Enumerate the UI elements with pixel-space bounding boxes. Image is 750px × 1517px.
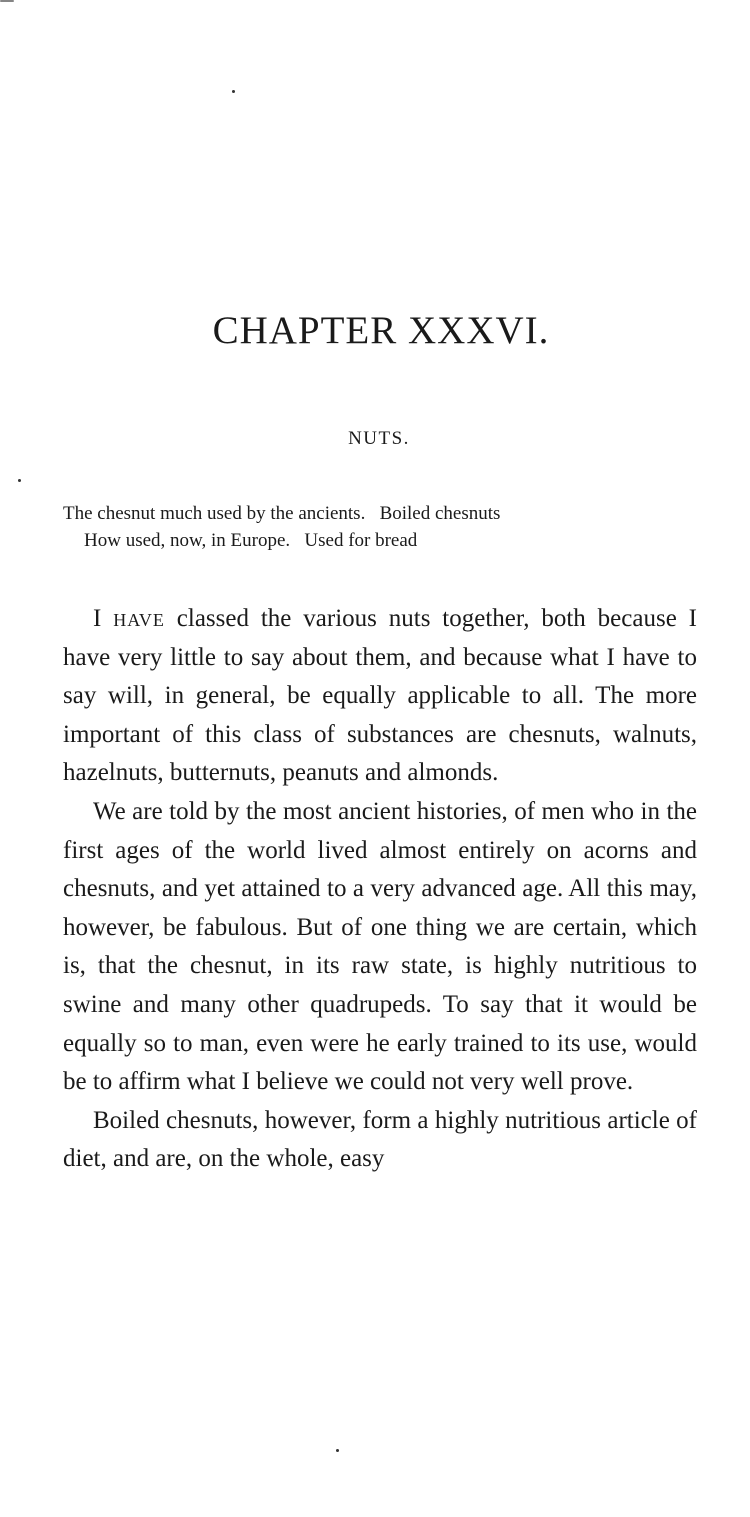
paragraph-lead-smallcaps: have bbox=[113, 605, 165, 632]
paragraph-lead: I bbox=[93, 605, 102, 632]
paragraph: We are told by the most ancient histories, of men who in the first ages of the world lived almost entirely on acorns and chesnuts, and yet attained to a very advanced age. All this may, however, be fabulous. But of one thing we are certain, which is, that the chesnut, in its raw state, is highly nutritious to swine and many other quadrupeds. To say that it would be equally so to man, even were he early trained to its use, would be to affirm what I believe we could not very well prove. bbox=[63, 797, 697, 1096]
print-speck bbox=[0, 0, 14, 2]
print-speck bbox=[336, 1449, 339, 1452]
body-text bbox=[63, 600, 697, 1179]
print-speck bbox=[232, 90, 235, 93]
summary-line: How used, now, in Europe. Used for bread bbox=[84, 530, 418, 551]
summary-line: The chesnut much used by the ancients. Boiled chesnuts bbox=[63, 503, 501, 524]
section-title: NUTS. bbox=[348, 428, 410, 449]
print-speck bbox=[18, 479, 21, 482]
chapter-title: CHAPTER XXXVI. bbox=[212, 309, 550, 352]
paragraph: Boiled chesnuts, however, form a highly nutritious article of diet, and are, on the whole, easy bbox=[63, 1106, 697, 1173]
paragraph-text: classed the various nuts together, both because I have very little to say about them, and because what I have to say will, in general, be equally applicable to all. The more important of this class of substances are chesnuts, walnuts, hazelnuts, butternuts, peanuts and almonds. bbox=[63, 605, 697, 787]
paragraph bbox=[63, 600, 697, 793]
chapter-summary bbox=[63, 500, 693, 554]
